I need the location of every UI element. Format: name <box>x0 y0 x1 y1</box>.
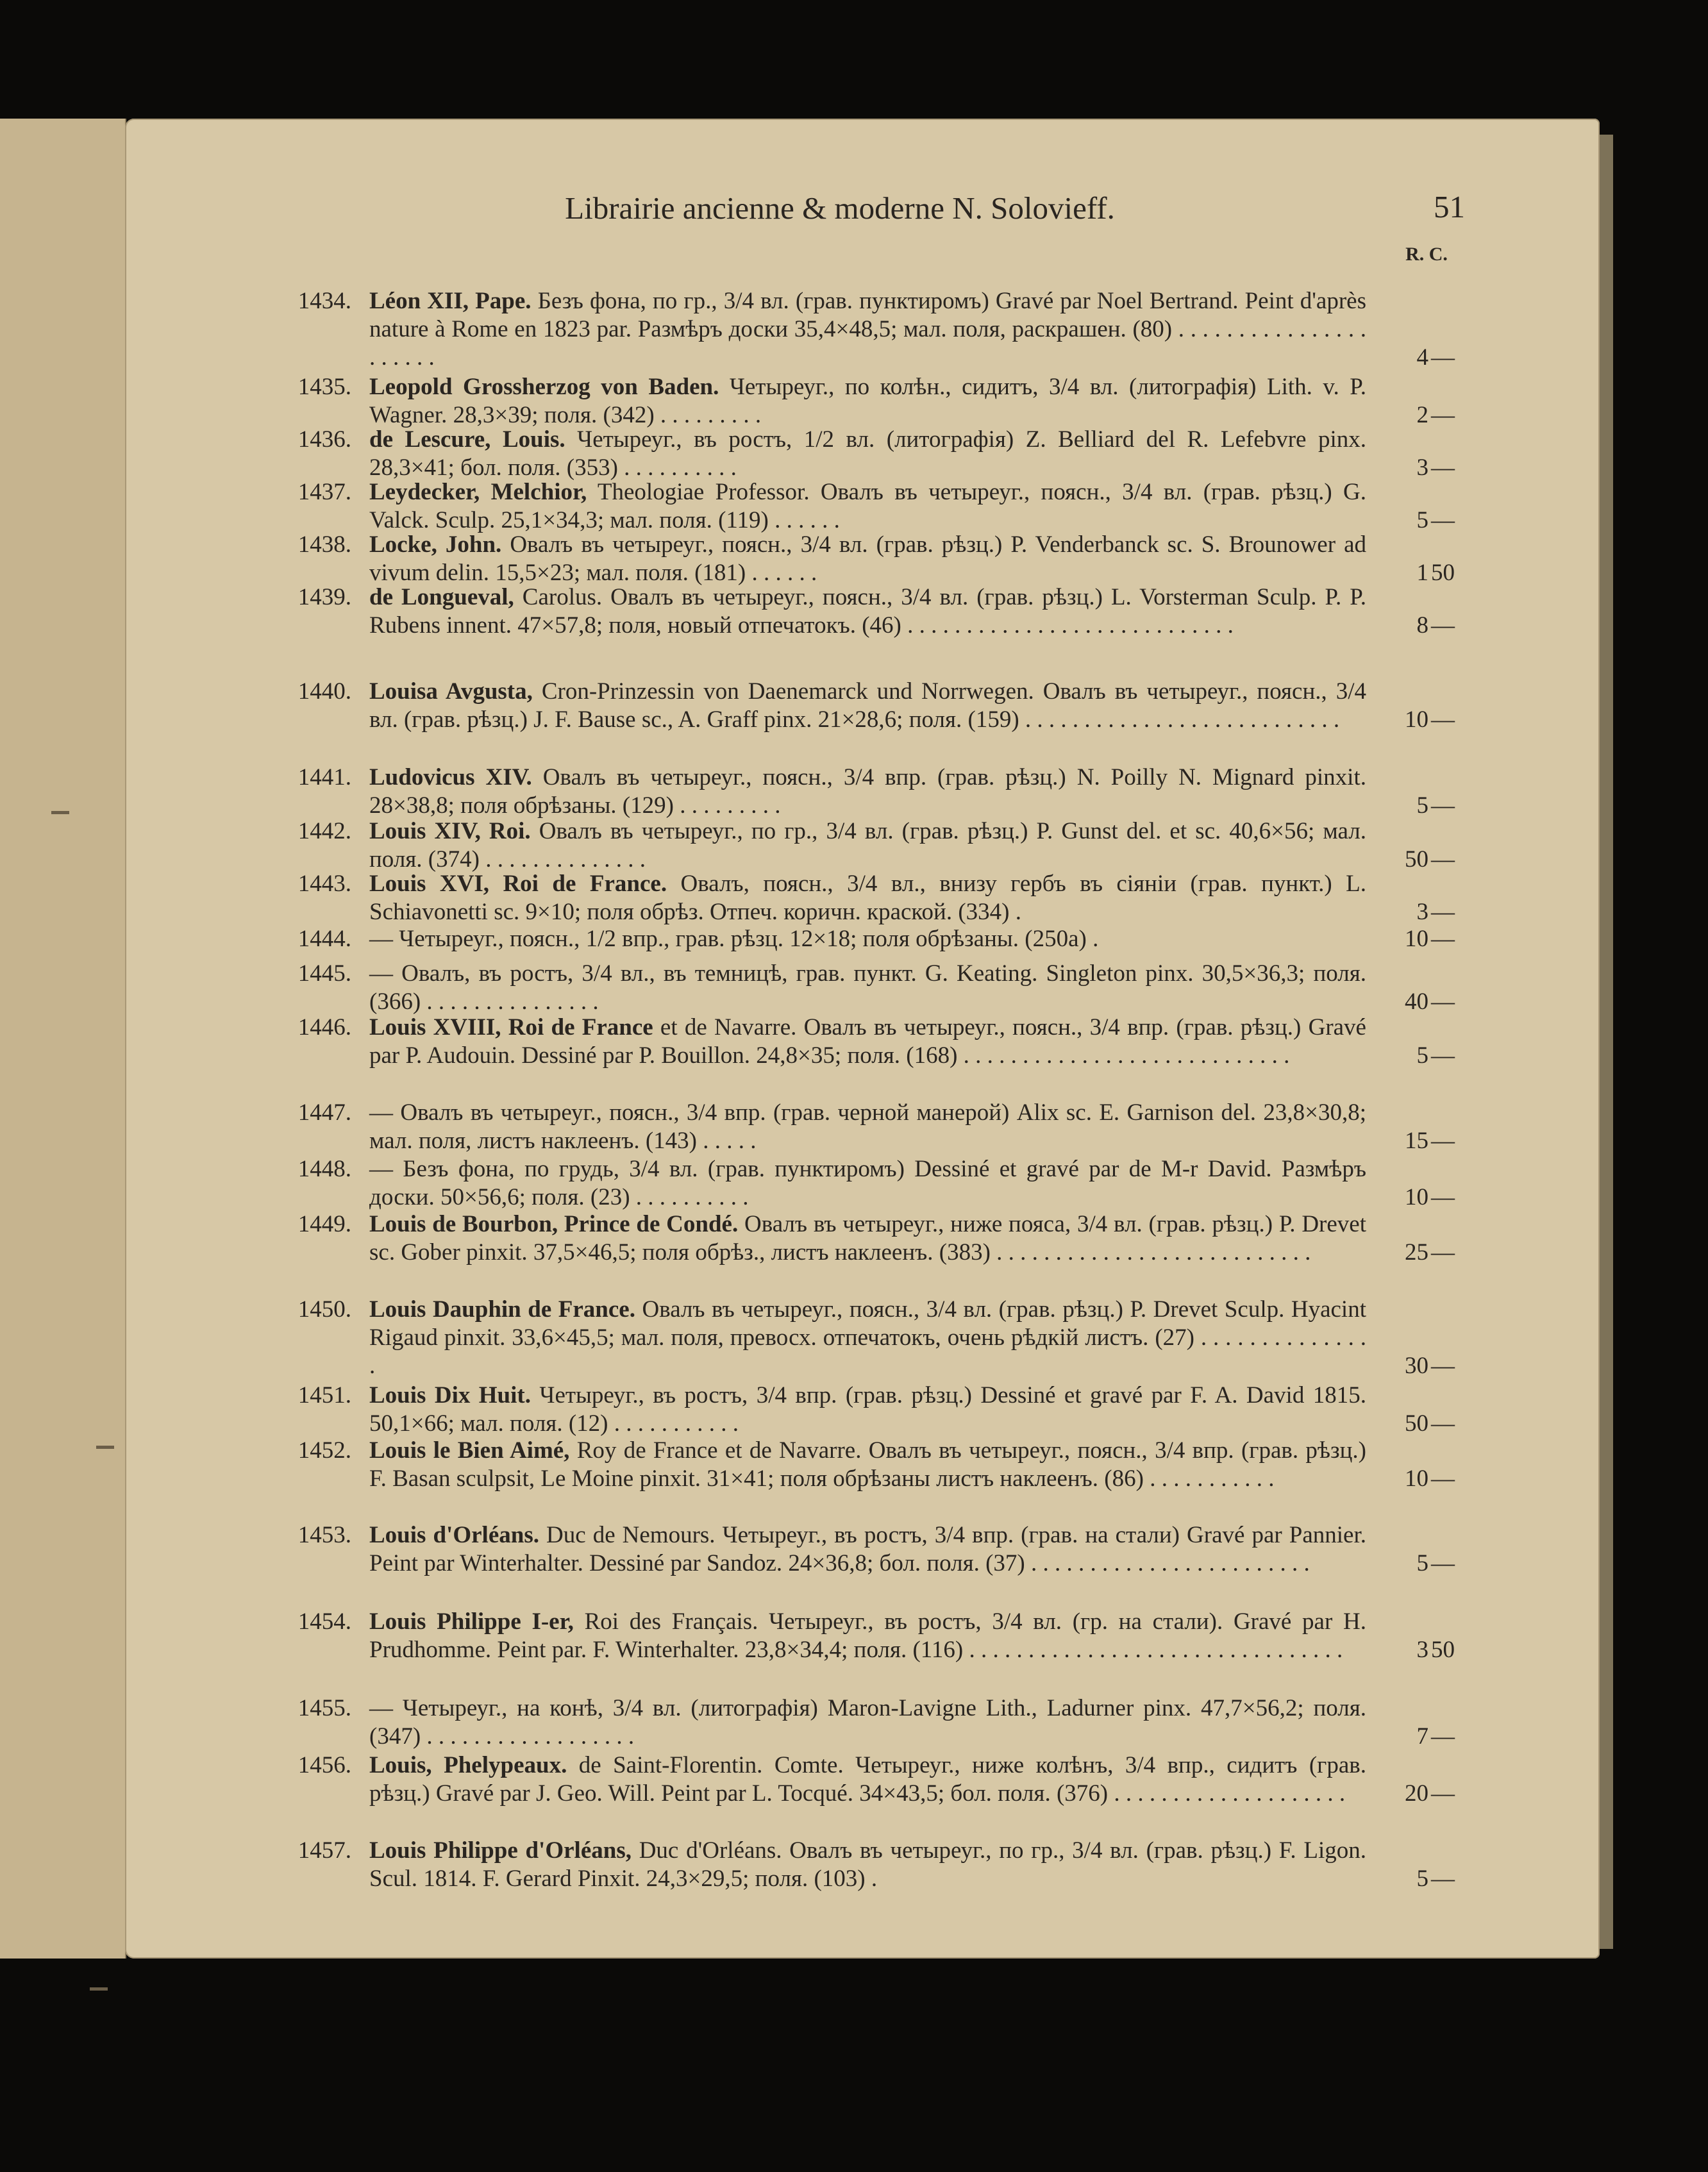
price-kopecks: — <box>1431 792 1455 819</box>
entry-details: Овалъ въ четыреуг., ниже пояса, 3/4 вл. (грав. рѣзц.) P. Drevet sc. Gober pinxit. 37,5×46,5; поля обрѣз., листъ наклеенъ. (383) . . . . . . . . . . . . . . . . . . . . . . . . . . . <box>369 1211 1366 1266</box>
price-rubles: 3 <box>1416 455 1428 481</box>
price-rubles: 20 <box>1405 1780 1428 1807</box>
entry-subject-name: Louis XVI, Roi de France. <box>369 871 667 897</box>
entry-subject-name: Louis Dauphin de France. <box>369 1296 635 1323</box>
price-rubles: 5 <box>1416 1550 1428 1576</box>
price-kopecks: — <box>1431 344 1455 371</box>
entry-description <box>369 678 1366 734</box>
entry-details: Безъ фона, по гр., 3/4 вл. (грав. пунктиромъ) Gravé par Noel Bertrand. Peint d'après nature à Rome en 1823 par. Размѣръ доски 35,4×48,5; мал. поля, раскрашен. (80) . . . . . . . . . . . . . . . . . . . . . . <box>369 288 1366 371</box>
price-kopecks: — <box>1431 989 1455 1015</box>
entry-subject-name: de Lescure, Louis. <box>369 426 565 453</box>
price-kopecks: — <box>1431 455 1455 481</box>
entry-details: Duc de Nemours. Четыреуг., въ ростъ, 3/4 впр. (грав. на стали) Gravé par Pannier. Peint par Winterhalter. Dessiné par Sandoz. 24×36,8; бол. поля. (37) . . . . . . . . . . . . . . . . . . . . . . . . <box>369 1522 1366 1576</box>
entry-details: Carolus. Овалъ въ четыреуг., поясн., 3/4 вл. (грав. рѣзц.) L. Vorsterman Sculp. P. P. Rubens innent. 47×57,8; поля, новый отпечатокъ. (46) . . . . . . . . . . . . . . . . . . . . . . . . . . . . <box>369 584 1366 639</box>
entry-number: 1448. <box>297 1156 351 1182</box>
entry-number: 1436. <box>297 426 351 453</box>
price-kopecks: — <box>1431 1723 1455 1750</box>
entry-subject-name: Léon XII, Pape. <box>369 288 532 314</box>
price-rubles: 7 <box>1416 1723 1428 1750</box>
entry-description <box>369 960 1366 1016</box>
entry-details: et de Navarre. Овалъ въ четыреуг., поясн., 3/4 впр. (грав. рѣзц.) Gravé par P. Audouin. Dessiné par P. Bouillon. 24,8×35; поля. (168) . . . . . . . . . . . . . . . . . . . . . . . . . . . . <box>369 1014 1366 1069</box>
entry-subject-name: Louisa Avgusta, <box>369 678 533 705</box>
entry-number: 1442. <box>297 818 351 844</box>
price-kopecks: — <box>1431 1866 1455 1892</box>
entry-details: — Овалъ, въ ростъ, 3/4 вл., въ темницѣ, грав. пункт. G. Keating. Singleton pinx. 30,5×36,3; поля. (366) . . . . . . . . . . . . . . . <box>369 960 1366 1015</box>
entry-description <box>369 870 1366 926</box>
price-kopecks: — <box>1431 402 1455 428</box>
entry-number: 1454. <box>297 1608 351 1635</box>
entry-description <box>369 1014 1366 1070</box>
entry-details: — Четыреуг., поясн., 1/2 впр., грав. рѣзц. 12×18; поля обрѣзаны. (250a) . <box>369 926 1099 952</box>
entry-subject-name: Louis le Bien Aimé, <box>369 1437 570 1464</box>
entry-description <box>369 1837 1366 1893</box>
entry-subject-name: Leopold Grossherzog von Baden. <box>369 374 719 400</box>
entry-number: 1457. <box>297 1837 351 1864</box>
entry-details: — Безъ фона, по грудь, 3/4 вл. (грав. пунктиромъ) Dessiné et gravé par de M-r David. Размѣръ доски. 50×56,6; поля. (23) . . . . . . . . . . <box>369 1156 1366 1210</box>
price-rubles: 50 <box>1405 1410 1428 1437</box>
entry-details: Четыреуг., въ ростъ, 3/4 впр. (грав. рѣзц.) Dessiné et gravé par F. A. David 1815. 50,1×66; мал. поля. (12) . . . . . . . . . . . <box>369 1382 1366 1437</box>
entry-number: 1445. <box>297 960 351 987</box>
entry-description <box>369 1608 1366 1664</box>
price-kopecks: — <box>1431 507 1455 533</box>
price-rubles: 10 <box>1405 926 1428 952</box>
price-kopecks: — <box>1431 1239 1455 1266</box>
price-rubles: 5 <box>1416 1042 1428 1069</box>
price-rubles: 4 <box>1416 344 1428 371</box>
price-kopecks: — <box>1431 1184 1455 1210</box>
entry-subject-name: Louis Dix Huit. <box>369 1382 531 1408</box>
entry-details: Theologiae Professor. Овалъ въ четыреуг., поясн., 3/4 вл. (грав. рѣзц.) G. Valck. Sculp. 25,1×34,3; мал. поля. (119) . . . . . . <box>369 479 1366 533</box>
price-kopecks: — <box>1431 1550 1455 1576</box>
entry-details: Овалъ въ четыреуг., по гр., 3/4 вл. (грав. рѣзц.) P. Gunst del. et sc. 40,6×56; мал. поля. (374) . . . . . . . . . . . . . . <box>369 818 1366 873</box>
entry-description <box>369 531 1366 587</box>
price-kopecks: — <box>1431 706 1455 733</box>
entry-number: 1449. <box>297 1211 351 1237</box>
entry-description <box>369 426 1366 482</box>
entry-description <box>369 1382 1366 1438</box>
entry-subject-name: Louis, Phelypeaux. <box>369 1752 567 1778</box>
entry-description <box>369 287 1366 372</box>
entry-description <box>369 1751 1366 1808</box>
price-rubles: 10 <box>1405 706 1428 733</box>
entry-details: Овалъ, поясн., 3/4 вл., внизу гербъ въ сіяніи (грав. пункт.) L. Schiavonetti sc. 9×10; поля обрѣз. Отпеч. коричн. краской. (334) . <box>369 871 1366 925</box>
price-kopecks: — <box>1431 899 1455 925</box>
entry-number: 1456. <box>297 1752 351 1778</box>
entry-number: 1440. <box>297 678 351 705</box>
entry-subject-name: Louis XIV, Roi. <box>369 818 531 844</box>
price-rubles: 3 <box>1416 1637 1428 1663</box>
entry-details: Duc d'Orléans. Овалъ въ четыреуг., по гр., 3/4 вл. (грав. рѣзц.) F. Ligon. Scul. 1814. F. Gerard Pinxit. 24,3×29,5; поля. (103) . <box>369 1837 1366 1892</box>
entry-details: Roy de France et de Navarre. Овалъ въ четыреуг., поясн., 3/4 впр. (грав. рѣзц.) F. Basan sculpsit, Le Moine pinxit. 31×41; поля обрѣзаны листъ наклеенъ. (86) . . . . . . . . . . . <box>369 1437 1366 1492</box>
price-rubles: 1 <box>1416 560 1428 586</box>
entry-number: 1451. <box>297 1382 351 1408</box>
entry-number: 1444. <box>297 926 351 952</box>
entry-description <box>369 373 1366 430</box>
entry-subject-name: Louis Philippe I-er, <box>369 1608 574 1635</box>
entry-number: 1446. <box>297 1014 351 1040</box>
entry-number: 1443. <box>297 871 351 897</box>
entry-subject-name: Ludovicus XIV. <box>369 764 532 790</box>
entry-description <box>369 1437 1366 1493</box>
price-rubles: 10 <box>1405 1184 1428 1210</box>
entry-description <box>369 817 1366 874</box>
entry-number: 1435. <box>297 374 351 400</box>
price-rubles: 2 <box>1416 402 1428 428</box>
price-kopecks: — <box>1431 926 1455 952</box>
entry-details: de Saint-Florentin. Comte. Четыреуг., ниже колѣнъ, 3/4 впр., сидитъ (грав. рѣзц.) Gravé par J. Geo. Will. Peint par L. Tocqué. 34×43,5; бол. поля. (376) . . . . . . . . . . . . . . . . . . . . <box>369 1752 1366 1807</box>
entry-subject-name: Louis XVIII, Roi de France <box>369 1014 653 1040</box>
price-kopecks: — <box>1431 1466 1455 1492</box>
entry-description <box>369 1099 1366 1155</box>
price-kopecks: — <box>1431 846 1455 873</box>
entry-number: 1441. <box>297 764 351 790</box>
entry-details: Cron-Prinzessin von Daenemarck und Norrwegen. Овалъ въ четыреуг., поясн., 3/4 вл. (грав. рѣзц.) J. F. Bause sc., A. Graff pinx. 21×28,6; поля. (159) . . . . . . . . . . . . . . . . . . . . . . . . . . . <box>369 678 1366 733</box>
page-number: 51 <box>1434 189 1465 224</box>
entry-details: Овалъ въ четыреуг., поясн., 3/4 вл. (грав. рѣзц.) P. Drevet Sculp. Hyacint Rigaud pinxit. 33,6×45,5; мал. поля, превосх. отпечатокъ, очень рѣдкій листъ. (27) . . . . . . . . . . . . . . . <box>369 1296 1366 1379</box>
entry-number: 1452. <box>297 1437 351 1464</box>
entry-description <box>369 583 1366 640</box>
entry-subject-name: Locke, John. <box>369 531 502 558</box>
entry-number: 1453. <box>297 1522 351 1548</box>
price-kopecks: — <box>1431 1353 1455 1379</box>
price-rubles: 40 <box>1405 989 1428 1015</box>
entry-description <box>369 1521 1366 1578</box>
entry-number: 1437. <box>297 479 351 505</box>
entry-details: — Четыреуг., на конѣ, 3/4 вл. (литографія) Maron-Lavigne Lith., Ladurner pinx. 47,7×56,2; поля. (347) . . . . . . . . . . . . . . . . . . <box>369 1695 1366 1750</box>
entry-description <box>369 925 1366 953</box>
page-header: Librairie ancienne & moderne N. Solovieff. <box>565 190 1115 226</box>
price-rubles: 10 <box>1405 1466 1428 1492</box>
price-rubles: 15 <box>1405 1128 1428 1154</box>
entry-details: Четыреуг., по колѣн., сидитъ, 3/4 вл. (литографія) Lith. v. P. Wagner. 28,3×39; поля. (342) . . . . . . . . . <box>369 374 1366 428</box>
entry-number: 1455. <box>297 1695 351 1721</box>
price-kopecks: 50 <box>1431 1637 1455 1663</box>
price-kopecks: — <box>1431 1410 1455 1437</box>
entry-subject-name: Louis de Bourbon, Prince de Condé. <box>369 1211 739 1237</box>
price-rubles: 5 <box>1416 792 1428 819</box>
entry-description <box>369 764 1366 820</box>
entry-details: — Овалъ въ четыреуг., поясн., 3/4 впр. (грав. черной манерой) Alix sc. E. Garnison del. 23,8×30,8; мал. поля, листъ наклеенъ. (143) . . . . . <box>369 1099 1366 1154</box>
price-kopecks: — <box>1431 1780 1455 1807</box>
price-rubles: 25 <box>1405 1239 1428 1266</box>
entry-description <box>369 478 1366 535</box>
entry-number: 1434. <box>297 288 351 314</box>
entry-description <box>369 1296 1366 1380</box>
price-kopecks: — <box>1431 612 1455 639</box>
entry-number: 1439. <box>297 584 351 610</box>
entry-number: 1447. <box>297 1099 351 1126</box>
price-kopecks: 50 <box>1431 560 1455 586</box>
entry-subject-name: Leydecker, Melchior, <box>369 479 587 505</box>
entry-description <box>369 1155 1366 1212</box>
entry-subject-name: Louis Philippe d'Orléans, <box>369 1837 632 1864</box>
price-rubles: 5 <box>1416 507 1428 533</box>
entry-subject-name: de Longueval, <box>369 584 514 610</box>
entry-details: Roi des Français. Четыреуг., въ ростъ, 3/4 вл. (гр. на стали). Gravé par H. Prudhomme. Peint par. F. Winterhalter. 23,8×34,4; поля. (116) . . . . . . . . . . . . . . . . . . . . . . . . . . . . . . . . <box>369 1608 1366 1663</box>
price-rubles: 8 <box>1416 612 1428 639</box>
entry-number: 1438. <box>297 531 351 558</box>
price-rubles: 3 <box>1416 899 1428 925</box>
price-column-header: R. C. <box>1405 244 1448 265</box>
entry-number: 1450. <box>297 1296 351 1323</box>
price-kopecks: — <box>1431 1128 1455 1154</box>
price-rubles: 50 <box>1405 846 1428 873</box>
price-rubles: 5 <box>1416 1866 1428 1892</box>
price-kopecks: — <box>1431 1042 1455 1069</box>
entry-description <box>369 1210 1366 1267</box>
entry-details: Четыреуг., въ ростъ, 1/2 вл. (литографія) Z. Belliard del R. Lefebvre pinx. 28,3×41; бол. поля. (353) . . . . . . . . . . <box>369 426 1366 481</box>
price-rubles: 30 <box>1405 1353 1428 1379</box>
entry-description <box>369 1694 1366 1751</box>
entry-details: Овалъ въ четыреуг., поясн., 3/4 вл. (грав. рѣзц.) P. Venderbanck sc. S. Brounower ad vivum delin. 15,5×23; мал. поля. (181) . . . . . . <box>369 531 1367 586</box>
entry-subject-name: Louis d'Orléans. <box>369 1522 539 1548</box>
entry-details: Овалъ въ четыреуг., поясн., 3/4 впр. (грав. рѣзц.) N. Poilly N. Mignard pinxit. 28×38,8; поля обрѣзаны. (129) . . . . . . . . . <box>369 764 1366 819</box>
